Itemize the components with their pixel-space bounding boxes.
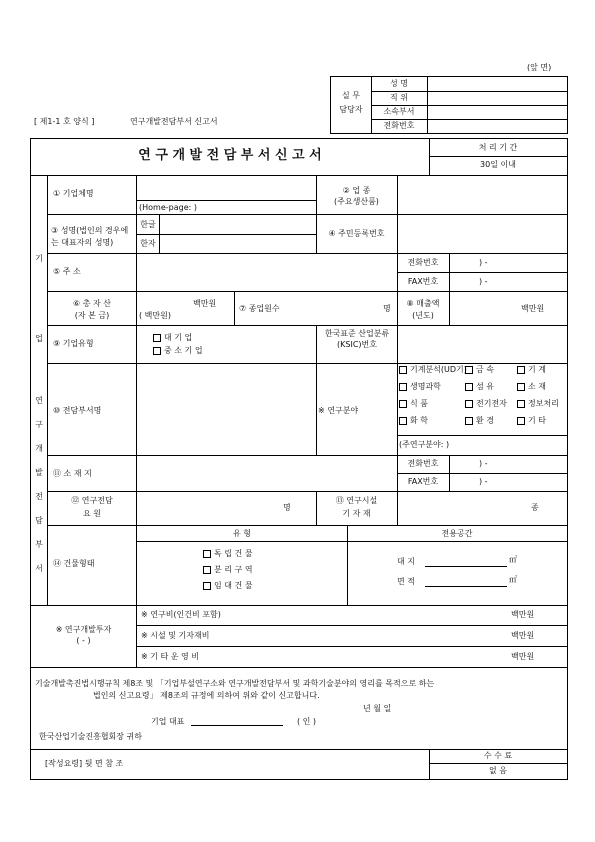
dept-side-label: 연구개발전담부서 xyxy=(35,396,43,573)
field-option[interactable]: 전기전자 xyxy=(465,399,507,408)
company-fax-dash: ) - xyxy=(479,277,488,286)
dept-fax-label: FAX번호 xyxy=(407,477,439,486)
company-side-label: 기업 xyxy=(35,254,43,343)
field-option[interactable]: 생명과학 xyxy=(399,382,441,391)
land-unit: ㎡ xyxy=(509,555,517,564)
investment-other: ※ 기 타 운 영 비 xyxy=(141,652,200,661)
capital-sub: (자 본 금) xyxy=(74,311,110,320)
building-type-header: 유 형 xyxy=(233,529,251,538)
building-option-rental[interactable]: 임 대 건 물 xyxy=(203,581,253,590)
investment-sub: ( - ) xyxy=(76,636,91,645)
capital-label: ⑥ 총 자 산 xyxy=(73,299,111,308)
investment-facility: ※ 시설 및 기자재비 xyxy=(141,631,210,640)
type-option-sme[interactable]: 중 소 기 업 xyxy=(153,346,203,355)
researchers-unit: 명 xyxy=(283,503,291,512)
employees-label: ⑦ 종업원수 xyxy=(239,304,280,313)
area-label: 면 적 xyxy=(397,577,415,586)
dept-phone-label: 전화번호 xyxy=(407,459,439,468)
declaration-date[interactable]: 년 월 일 xyxy=(363,704,392,713)
writing-guide: [작성요령] 뒷 면 참 조 xyxy=(45,759,124,768)
field-option[interactable]: 소 재 xyxy=(517,382,546,391)
investment-rd-unit: 백만원 xyxy=(511,610,535,619)
representative-label: ③ 성명(법인의 경우에는 대표자의 성명) xyxy=(51,226,129,247)
land-field[interactable] xyxy=(425,566,507,567)
land-label: 대 지 xyxy=(397,557,415,566)
sme-checkbox[interactable] xyxy=(153,347,161,355)
company-name-label: ① 기업체명 xyxy=(53,189,94,198)
dept-name-label: ⑩ 전담부서명 xyxy=(53,406,102,415)
company-phone-label: 전화번호 xyxy=(407,258,439,267)
field-option[interactable]: 식 품 xyxy=(399,399,428,408)
dept-phone-dash: ) - xyxy=(479,459,488,468)
investment-label: ※ 연구개발투자 xyxy=(55,625,112,634)
large-company-checkbox[interactable] xyxy=(153,334,161,342)
staff-box xyxy=(330,76,568,134)
fee-label: 수 수 료 xyxy=(483,751,513,760)
area-field[interactable] xyxy=(425,586,507,587)
type-option-large[interactable]: 대 기 업 xyxy=(153,333,192,342)
form-title: 연 구 개 발 전 담 부 서 신 고 서 xyxy=(138,148,322,163)
industry-sub: (주요생산품) xyxy=(334,197,379,206)
facility-sub: 기 자 재 xyxy=(342,509,371,518)
processing-value: 30일 이내 xyxy=(480,160,516,169)
report-form xyxy=(30,138,568,780)
investment-facility-unit: 백만원 xyxy=(511,631,535,640)
investment-other-unit: 백만원 xyxy=(511,652,535,661)
sales-sub: (년도) xyxy=(412,311,434,320)
industry-label: ② 업 종 xyxy=(342,186,371,195)
form-caption: 연구개발전담부서 신고서 xyxy=(130,117,218,126)
field-option[interactable]: 기계분석(UD기) xyxy=(399,365,467,374)
research-field-label: ※ 연구분야 xyxy=(318,406,359,415)
company-fax-label: FAX번호 xyxy=(407,277,439,286)
field-option[interactable]: 환 경 xyxy=(465,416,494,425)
korean-name-label: 한글 xyxy=(140,220,156,229)
employees-unit: 명 xyxy=(383,304,391,313)
front-label: (앞 면) xyxy=(527,63,552,72)
researchers-sub: 요 원 xyxy=(83,509,101,518)
building-option-independent[interactable]: 독 립 건 물 xyxy=(203,549,253,558)
seal-label: ( 인 ) xyxy=(297,717,317,726)
field-option[interactable]: 금 속 xyxy=(465,365,494,374)
staff-row-department: 소속부서 xyxy=(383,107,415,116)
company-type-label: ⑨ 기업유형 xyxy=(53,339,94,348)
staff-side-label-1: 실 무 xyxy=(342,91,360,100)
sales-label: ⑧ 매출액 xyxy=(406,299,440,308)
field-option[interactable]: 정보처리 xyxy=(517,399,559,408)
field-option[interactable]: 섬 유 xyxy=(465,382,494,391)
sales-unit: 백만원 xyxy=(521,304,545,313)
field-option[interactable]: 기 타 xyxy=(517,416,546,425)
ceo-label: 기업 대표 xyxy=(151,717,185,726)
hanja-name-label: 한자 xyxy=(140,239,156,248)
company-phone-dash: ) - xyxy=(479,258,488,267)
ceo-signature-field[interactable] xyxy=(191,725,283,726)
staff-side-label-2: 담당자 xyxy=(339,105,363,114)
facility-unit: 종 xyxy=(531,503,539,512)
capital-unit-2: ( 백만원) xyxy=(139,311,171,320)
address-label: ⑤ 주 소 xyxy=(53,267,81,276)
building-label: ⑭ 건물형태 xyxy=(53,559,95,568)
researchers-label: ⑫ 연구전담 xyxy=(71,496,113,505)
homepage-field[interactable]: (Home-page: ) xyxy=(139,203,197,212)
ksic-label: 한국표준 산업분류 (KSIC)번호 xyxy=(324,329,390,350)
area-unit: ㎡ xyxy=(509,575,517,584)
dept-fax-dash: ) - xyxy=(479,477,488,486)
addressee: 한국산업기술진흥협회장 귀하 xyxy=(39,732,143,741)
form-code: [ 제1-1 호 양식 ] xyxy=(34,117,95,126)
declaration-line-2: 법인의 신고요령」 제8조의 규정에 의하여 위와 같이 신고합니다. xyxy=(93,691,320,700)
processing-label: 처 리 기 간 xyxy=(478,143,518,152)
staff-row-phone: 전화번호 xyxy=(383,121,415,130)
resident-number-label: ④ 주민등록번호 xyxy=(328,229,385,238)
field-option[interactable]: 화 학 xyxy=(399,416,428,425)
staff-row-position: 직 위 xyxy=(390,93,408,102)
dept-location-label: ⑪ 소 재 지 xyxy=(53,469,92,478)
investment-rd: ※ 연구비(인건비 포함) xyxy=(141,610,221,619)
capital-unit: 백만원 xyxy=(193,299,217,308)
staff-row-name: 성 명 xyxy=(390,79,408,88)
space-header: 전용공간 xyxy=(441,529,473,538)
facility-label: ⑬ 연구시설 xyxy=(335,496,378,505)
declaration-line-1: 기술개발촉진법시행규칙 제8조 및 「기업부설연구소와 연구개발전담부서 및 과학기술분야의 영리를 목적으로 하는 xyxy=(35,679,435,688)
main-research-field[interactable]: (주연구분야: ) xyxy=(399,440,450,449)
field-option[interactable]: 기 계 xyxy=(517,365,546,374)
fee-value: 없 음 xyxy=(489,766,507,775)
building-option-separate[interactable]: 분 리 구 역 xyxy=(203,565,253,574)
